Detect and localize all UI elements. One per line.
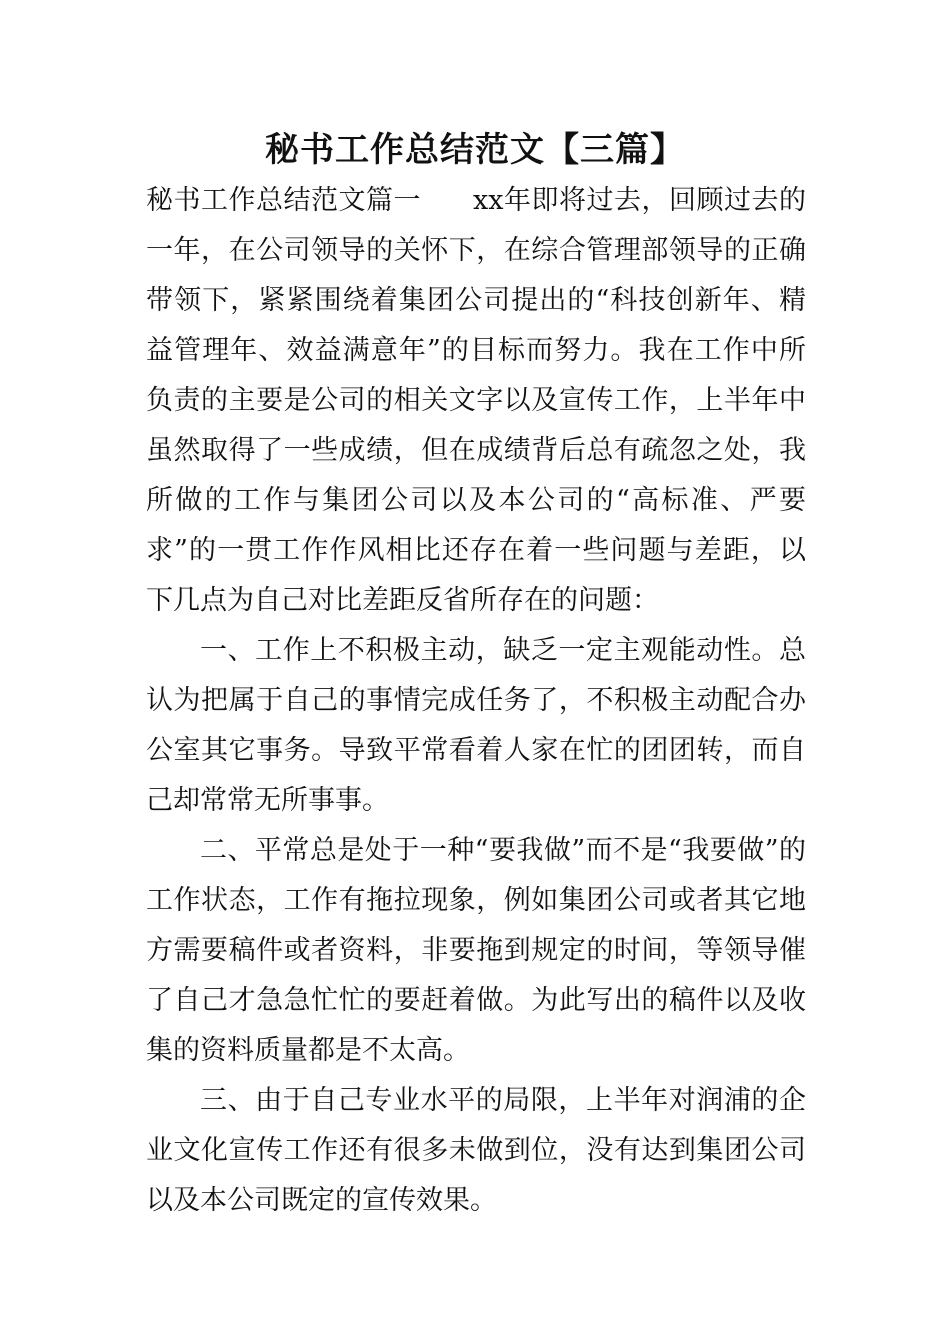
- document-body: [146, 176, 806, 1226]
- document-title: 秘书工作总结范文【三篇】: [265, 130, 685, 170]
- intro-heading: 秘书工作总结范文篇一: [146, 185, 422, 216]
- paragraph-item-3: 三、由于自己专业水平的局限，上半年对润浦的企业文化宣传工作还有很多未做到位，没有达到集团公司以及本公司既定的宣传效果。: [146, 1085, 806, 1216]
- intro-paragraph: [146, 176, 806, 626]
- paragraph-item-1: 一、工作上不积极主动，缺乏一定主观能动性。总认为把属于自己的事情完成任务了，不积极主动配合办公室其它事务。导致平常看着人家在忙的团团转，而自己却常常无所事事。: [146, 635, 806, 816]
- intro-text: xx年即将过去，回顾过去的一年，在公司领导的关怀下，在综合管理部领导的正确带领下，紧紧围绕着集团公司提出的“科技创新年、精益管理年、效益满意年”的目标而努力。我在工作中所负责的主要是公司的相关文字以及宣传工作，上半年中虽然取得了一些成绩，但在成绩背后总有疏忽之处，我所做的工作与集团公司以及本公司的“高标准、严要求”的一贯工作作风相比还存在着一些问题与差距，以下几点为自己对比差距反省所存在的问题：: [146, 185, 806, 616]
- paragraph-item-2: 二、平常总是处于一种“要我做”而不是“我要做”的工作状态，工作有拖拉现象，例如集团公司或者其它地方需要稿件或者资料，非要拖到规定的时间，等领导催了自己才急急忙忙的要赶着做。为此写出的稿件以及收集的资料质量都是不太高。: [146, 835, 806, 1066]
